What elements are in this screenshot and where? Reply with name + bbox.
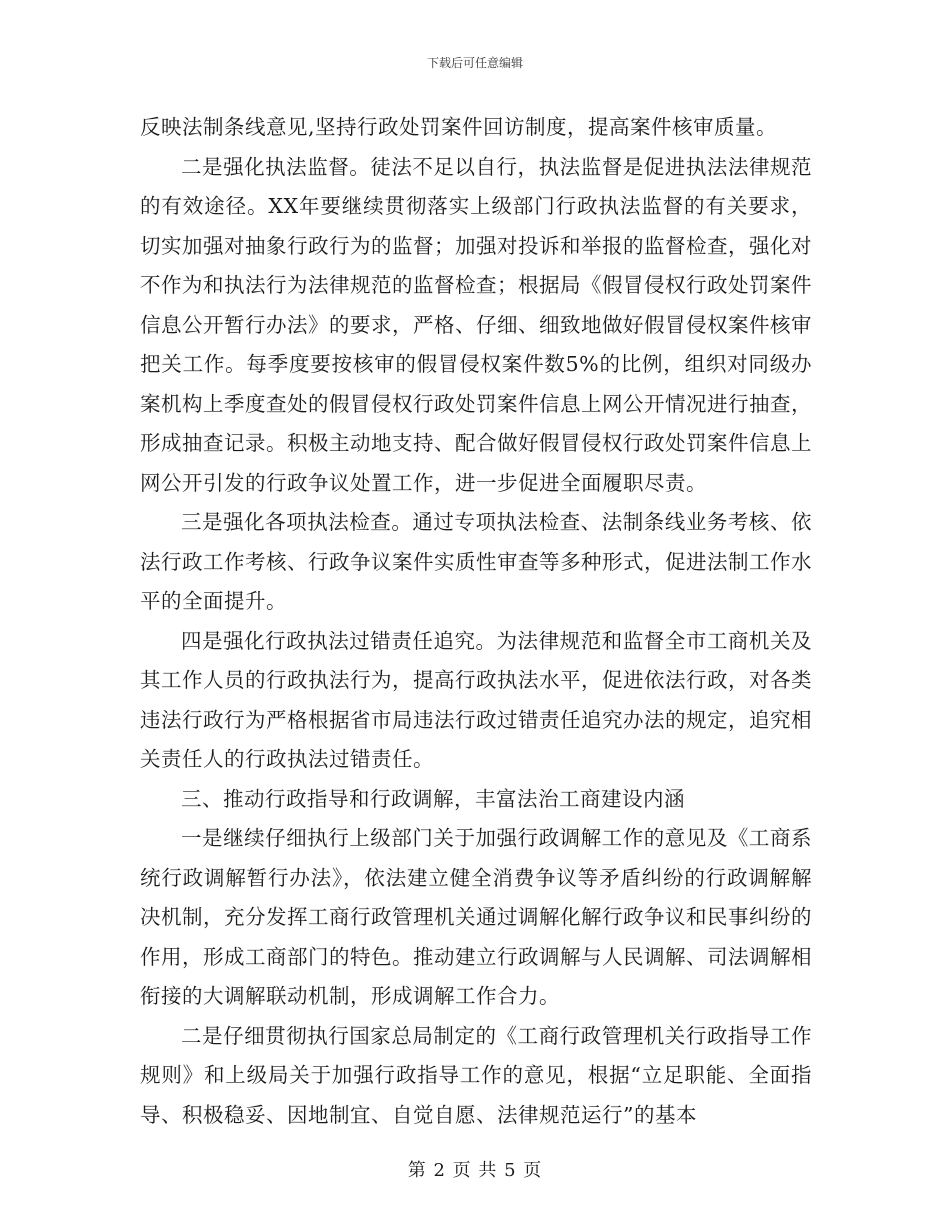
paragraph-mediation: 一是继续仔细执行上级部门关于加强行政调解工作的意见及《工商系统行政调解暂行办法》，依法建立健全消费争议等矛盾纠纷的行政调解解决机制，充分发挥工商行政管理机关通过调解化解行政争议和民事纠纷的作用，形成工商部门的特色。推动建立行政调解与人民调解、司法调解相衔接的大调解联动机制，形成调解工作合力。 <box>140 826 812 1008</box>
section-heading: 三、推动行政指导和行政调解，丰富法治工商建设内涵 <box>181 786 685 811</box>
paragraph-accountability: 四是强化行政执法过错责任追究。为法律规范和监督全市工商机关及其工作人员的行政执法行为，提高行政执法水平，促进依法行政，对各类违法行政行为严格根据省市局违法行政过错责任追究办法的规定，追究相关责任人的行政执法过错责任。 <box>140 628 812 771</box>
document-body <box>140 108 812 1135</box>
paragraph-guidance: 二是仔细贯彻执行国家总局制定的《工商行政管理机关行政指导工作规则》和上级局关于加强行政指导工作的意见，根据“立足职能、全面指导、积极稳妥、因地制宜、自觉自愿、法律规范运行”的基本 <box>140 1023 812 1127</box>
paragraph-supervision: 二是强化执法监督。徒法不足以自行，执法监督是促进执法法律规范的有效途径。XX年要继续贯彻落实上级部门行政执法监督的有关要求，切实加强对抽象行政行为的监督；加强对投诉和举报的监督检查，强化对不作为和执法行为法律规范的监督检查；根据局《假冒侵权行政处罚案件信息公开暂行办法》的要求，严格、仔细、细致地做好假冒侵权案件核审把关工作。每季度要按核审的假冒侵权案件数5%的比例，组织对同级办案机构上季度查处的假冒侵权行政处罚案件信息上网公开情况进行抽查，形成抽查记录。积极主动地支持、配合做好假冒侵权行政处罚案件信息上网公开引发的行政争议处置工作，进一步促进全面履职尽责。 <box>140 154 812 495</box>
page-footer: 第 2 页 共 5 页 <box>407 1160 543 1181</box>
page-header: 下载后可任意编辑 <box>426 56 523 70</box>
paragraph-inspection: 三是强化各项执法检查。通过专项执法检查、法制条线业务考核、依法行政工作考核、行政争议案件实质性审查等多种形式，促进法制工作水平的全面提升。 <box>140 510 812 613</box>
paragraph-continuation: 反映法制条线意见,坚持行政处罚案件回访制度，提高案件核审质量。 <box>140 115 778 139</box>
